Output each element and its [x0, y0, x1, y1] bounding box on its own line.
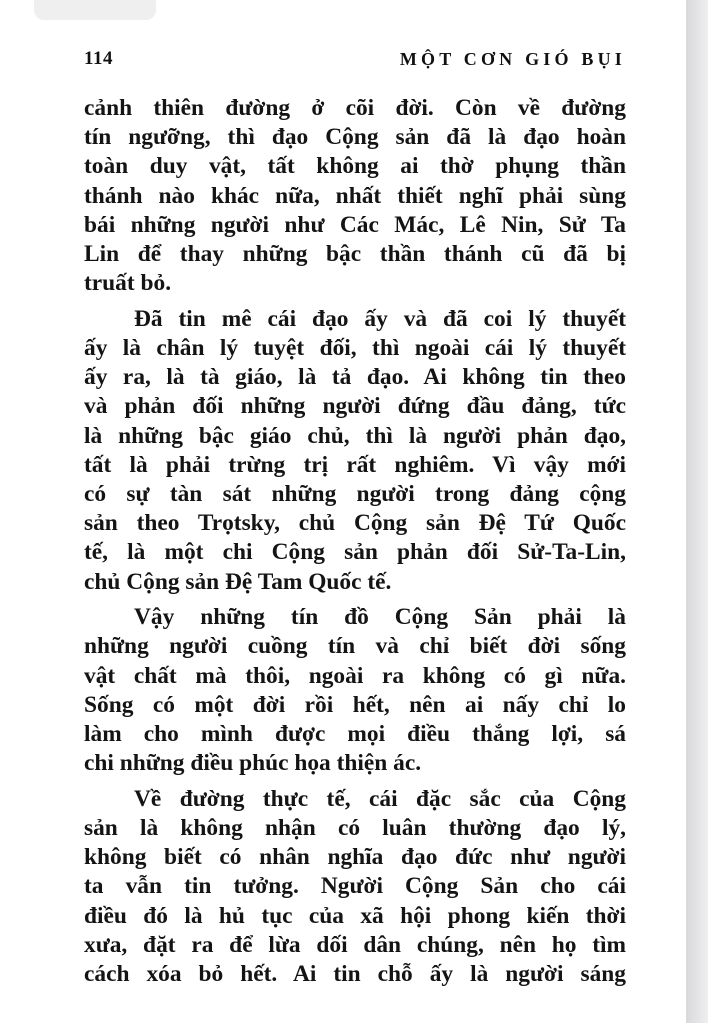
text-line: có sự tàn sát những người trong đảng cộng	[84, 480, 626, 507]
text-line: tín ngưỡng, thì đạo Cộng sản đã là đạo hoàn	[84, 124, 626, 151]
text-line: tất là phải trừng trị rất nghiêm. Vì vậy mới	[84, 451, 626, 478]
text-line: vật chất mà thôi, ngoài ra không có gì nữa.	[84, 662, 626, 689]
page-number: 114	[84, 48, 113, 69]
text-line: sản là không nhận có luân thường đạo lý,	[84, 815, 626, 841]
text-line: chi những điều phúc họa thiện ác.	[84, 750, 422, 777]
top-overlay-tab	[34, 0, 156, 20]
text-line: ấy ra, là tà giáo, là tả đạo. Ai không tin theo	[84, 364, 626, 391]
text-line: xưa, đặt ra để lừa dối dân chúng, nên họ tìm	[84, 931, 626, 958]
paragraph-3	[84, 603, 626, 778]
text-line: tế, là một chi Cộng sản phản đối Sử-Ta-Lin,	[84, 539, 626, 566]
text-line: cảnh thiên đường ở cõi đời. Còn về đường	[84, 95, 626, 121]
text-line: điều đó là hủ tục của xã hội phong kiến thời	[84, 902, 626, 929]
text-line: Vậy những tín đồ Cộng Sản phải là	[134, 604, 626, 631]
text-line: là những bậc giáo chủ, thì là người phản đạo,	[84, 422, 626, 449]
text-line: sản theo Trọtsky, chủ Cộng sản Đệ Tứ Quốc	[84, 510, 626, 537]
text-line: ta vẫn tin tưởng. Người Cộng Sản cho cái	[84, 873, 626, 900]
paragraph-2	[84, 305, 626, 597]
text-line: làm cho mình được mọi điều thắng lợi, sá	[84, 720, 626, 747]
text-line: toàn duy vật, tất không ai thờ phụng thần	[84, 153, 626, 180]
paragraph-4	[84, 785, 626, 989]
text-line: truất bỏ.	[84, 270, 172, 297]
page-edge-shadow	[686, 0, 708, 1023]
text-line: Về đường thực tế, cái đặc sắc của Cộng	[134, 785, 626, 812]
text-line: thánh nào khác nữa, nhất thiết nghĩ phải sùng	[84, 182, 626, 209]
text-line: Đã tin mê cái đạo ấy và đã coi lý thuyết	[134, 305, 626, 332]
text-line: và phản đối những người đứng đầu đảng, tức	[84, 393, 626, 420]
text-line: những người cuồng tín và chỉ biết đời sống	[84, 633, 626, 660]
body-text	[84, 94, 626, 996]
text-line: Sống có một đời rồi hết, nên ai nấy chỉ lo	[84, 691, 626, 718]
text-line: ấy là chân lý tuyệt đối, thì ngoài cái lý thuyết	[84, 335, 626, 361]
running-title: MỘT CƠN GIÓ BỤI	[399, 48, 626, 69]
text-line: Lin để thay những bậc thần thánh cũ đã bị	[84, 240, 626, 267]
text-line: cách xóa bỏ hết. Ai tin chỗ ấy là người sáng	[84, 960, 626, 987]
text-line: bái những người như Các Mác, Lê Nin, Sử Ta	[84, 211, 626, 238]
paragraph-1	[84, 94, 626, 298]
text-line: chủ Cộng sản Đệ Tam Quốc tế.	[84, 568, 392, 595]
page-header	[84, 44, 626, 74]
text-line: không biết có nhân nghĩa đạo đức như người	[84, 844, 626, 871]
